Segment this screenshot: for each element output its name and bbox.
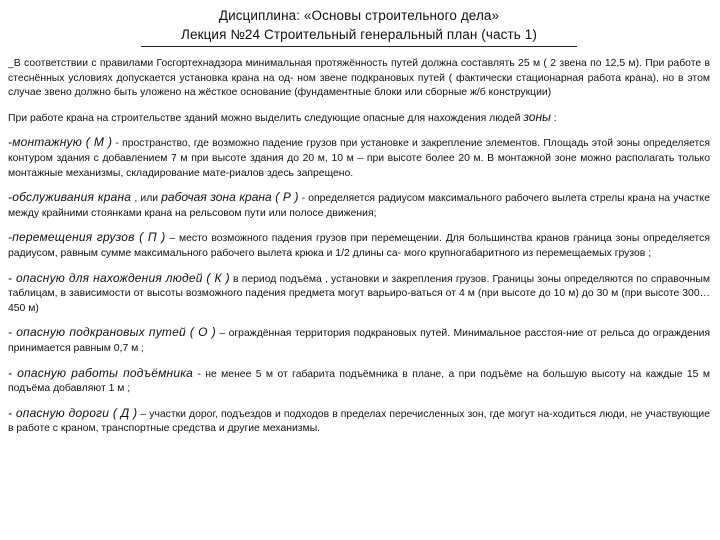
title-divider (141, 46, 577, 47)
zone-term-danger-people: - опасную для нахождения людей ( К ) (8, 270, 230, 285)
paragraph-zone-lift (8, 366, 710, 397)
paragraph-zone-danger-people (8, 271, 710, 317)
zone-term-crane-tracks: - опасную подкрановых путей ( О ) (8, 325, 216, 340)
zone-term-cargo-movement: -перемещения грузов ( П ) (8, 230, 166, 245)
paragraph-zone-road (8, 406, 710, 437)
paragraph-text: , или (131, 193, 162, 205)
page-title (8, 6, 710, 44)
zone-term-road: - опасную дороги ( Д ) (8, 405, 138, 420)
zones-term: зоны (523, 109, 551, 124)
lecture-title: Лекция №24 Строительный генеральный план (часть 1) (181, 27, 537, 42)
paragraph-danger-zones-intro (8, 110, 710, 127)
paragraph-text: При работе крана на строительстве зданий можно выделить следующие опасные для нахождения людей (8, 112, 524, 124)
paragraph-text: – участки дорог, подъездов и подходов в пределах перечисленных зон, где могут на-ходиться люди, не участвующие в работе с краном, транспортные средства и другие механизмы. (8, 408, 710, 435)
zone-term-lift: - опасную работы подъёмника (8, 365, 193, 380)
zone-term-crane-working: рабочая зона крана ( Р ) (161, 190, 299, 205)
paragraph-text-end: : (550, 112, 557, 124)
paragraph-zone-mounting (8, 135, 710, 181)
paragraph-text: - не менее 5 м от габарита подъёмника в плане, а при подъёме на большую высоту на каждые 15 м подъёма добавляют 1 м ; (8, 368, 710, 395)
zone-term-crane-service: -обслуживания крана (8, 190, 132, 205)
paragraph-zone-crane-service (8, 190, 710, 221)
paragraph-zone-cargo-movement (8, 230, 710, 261)
paragraph-text: - пространство, где возможно падение грузов при установке и закрепление элементов. Площадь этой зоны определяется контуром здания с добавлением 7 м при высоте здания до 20 м, 10 м – при высоте более 20 м. В монтажной зоне можно располагать только монтажные механизмы, складирование мате-риалов здесь запрещено. (8, 138, 711, 179)
paragraph-text: в период подъёма , установки и закрепления грузов. Границы зоны определяются по справочным таблицам, в зависимости от высоты возможного падения предмета могут варьиро-ваться от 4 м (при высоте до 10 м) до 30 м (при высоте 300…450 м) (8, 273, 711, 314)
discipline-title: Дисциплина: «Основы строительного дела» (218, 8, 500, 23)
zone-term-mounting: -монтажную ( М ) (8, 135, 113, 150)
paragraph-text: _В соответствии с правилами Госгортехнадзора минимальная протяжённость путей должна составлять 25 м ( 2 звена по 12,5 м). При работе в стеснённых условиях допускается установка крана на од- ном звене подкрановых путей ( фактически стационарная работа крана), но в этом случае звено должно быть уложено на жёсткое основание (фундаментные блоки или сборные ж/б конструкции) (8, 58, 710, 99)
paragraph-zone-crane-tracks (8, 325, 710, 356)
paragraph-text: - определяется радиусом максимального рабочего вылета стрелы крана на участке между крайними стоянками крана на рельсовом пути или полосе движения; (8, 193, 710, 219)
paragraph-track-length (8, 57, 710, 101)
paragraph-text: – ограждённая территория подкрановых путей. Минимальное расстоя-ние от рельса до ограждения принимается равным 0,7 м ; (8, 328, 710, 354)
paragraph-text: – место возможного падения грузов при перемещении. Для большинства кранов граница зоны определяется радиусом, равным сумме максимального рабочего вылета крюка и 1/2 длины са- мого крупногабаритного из перемещаемых грузов ; (8, 233, 710, 259)
